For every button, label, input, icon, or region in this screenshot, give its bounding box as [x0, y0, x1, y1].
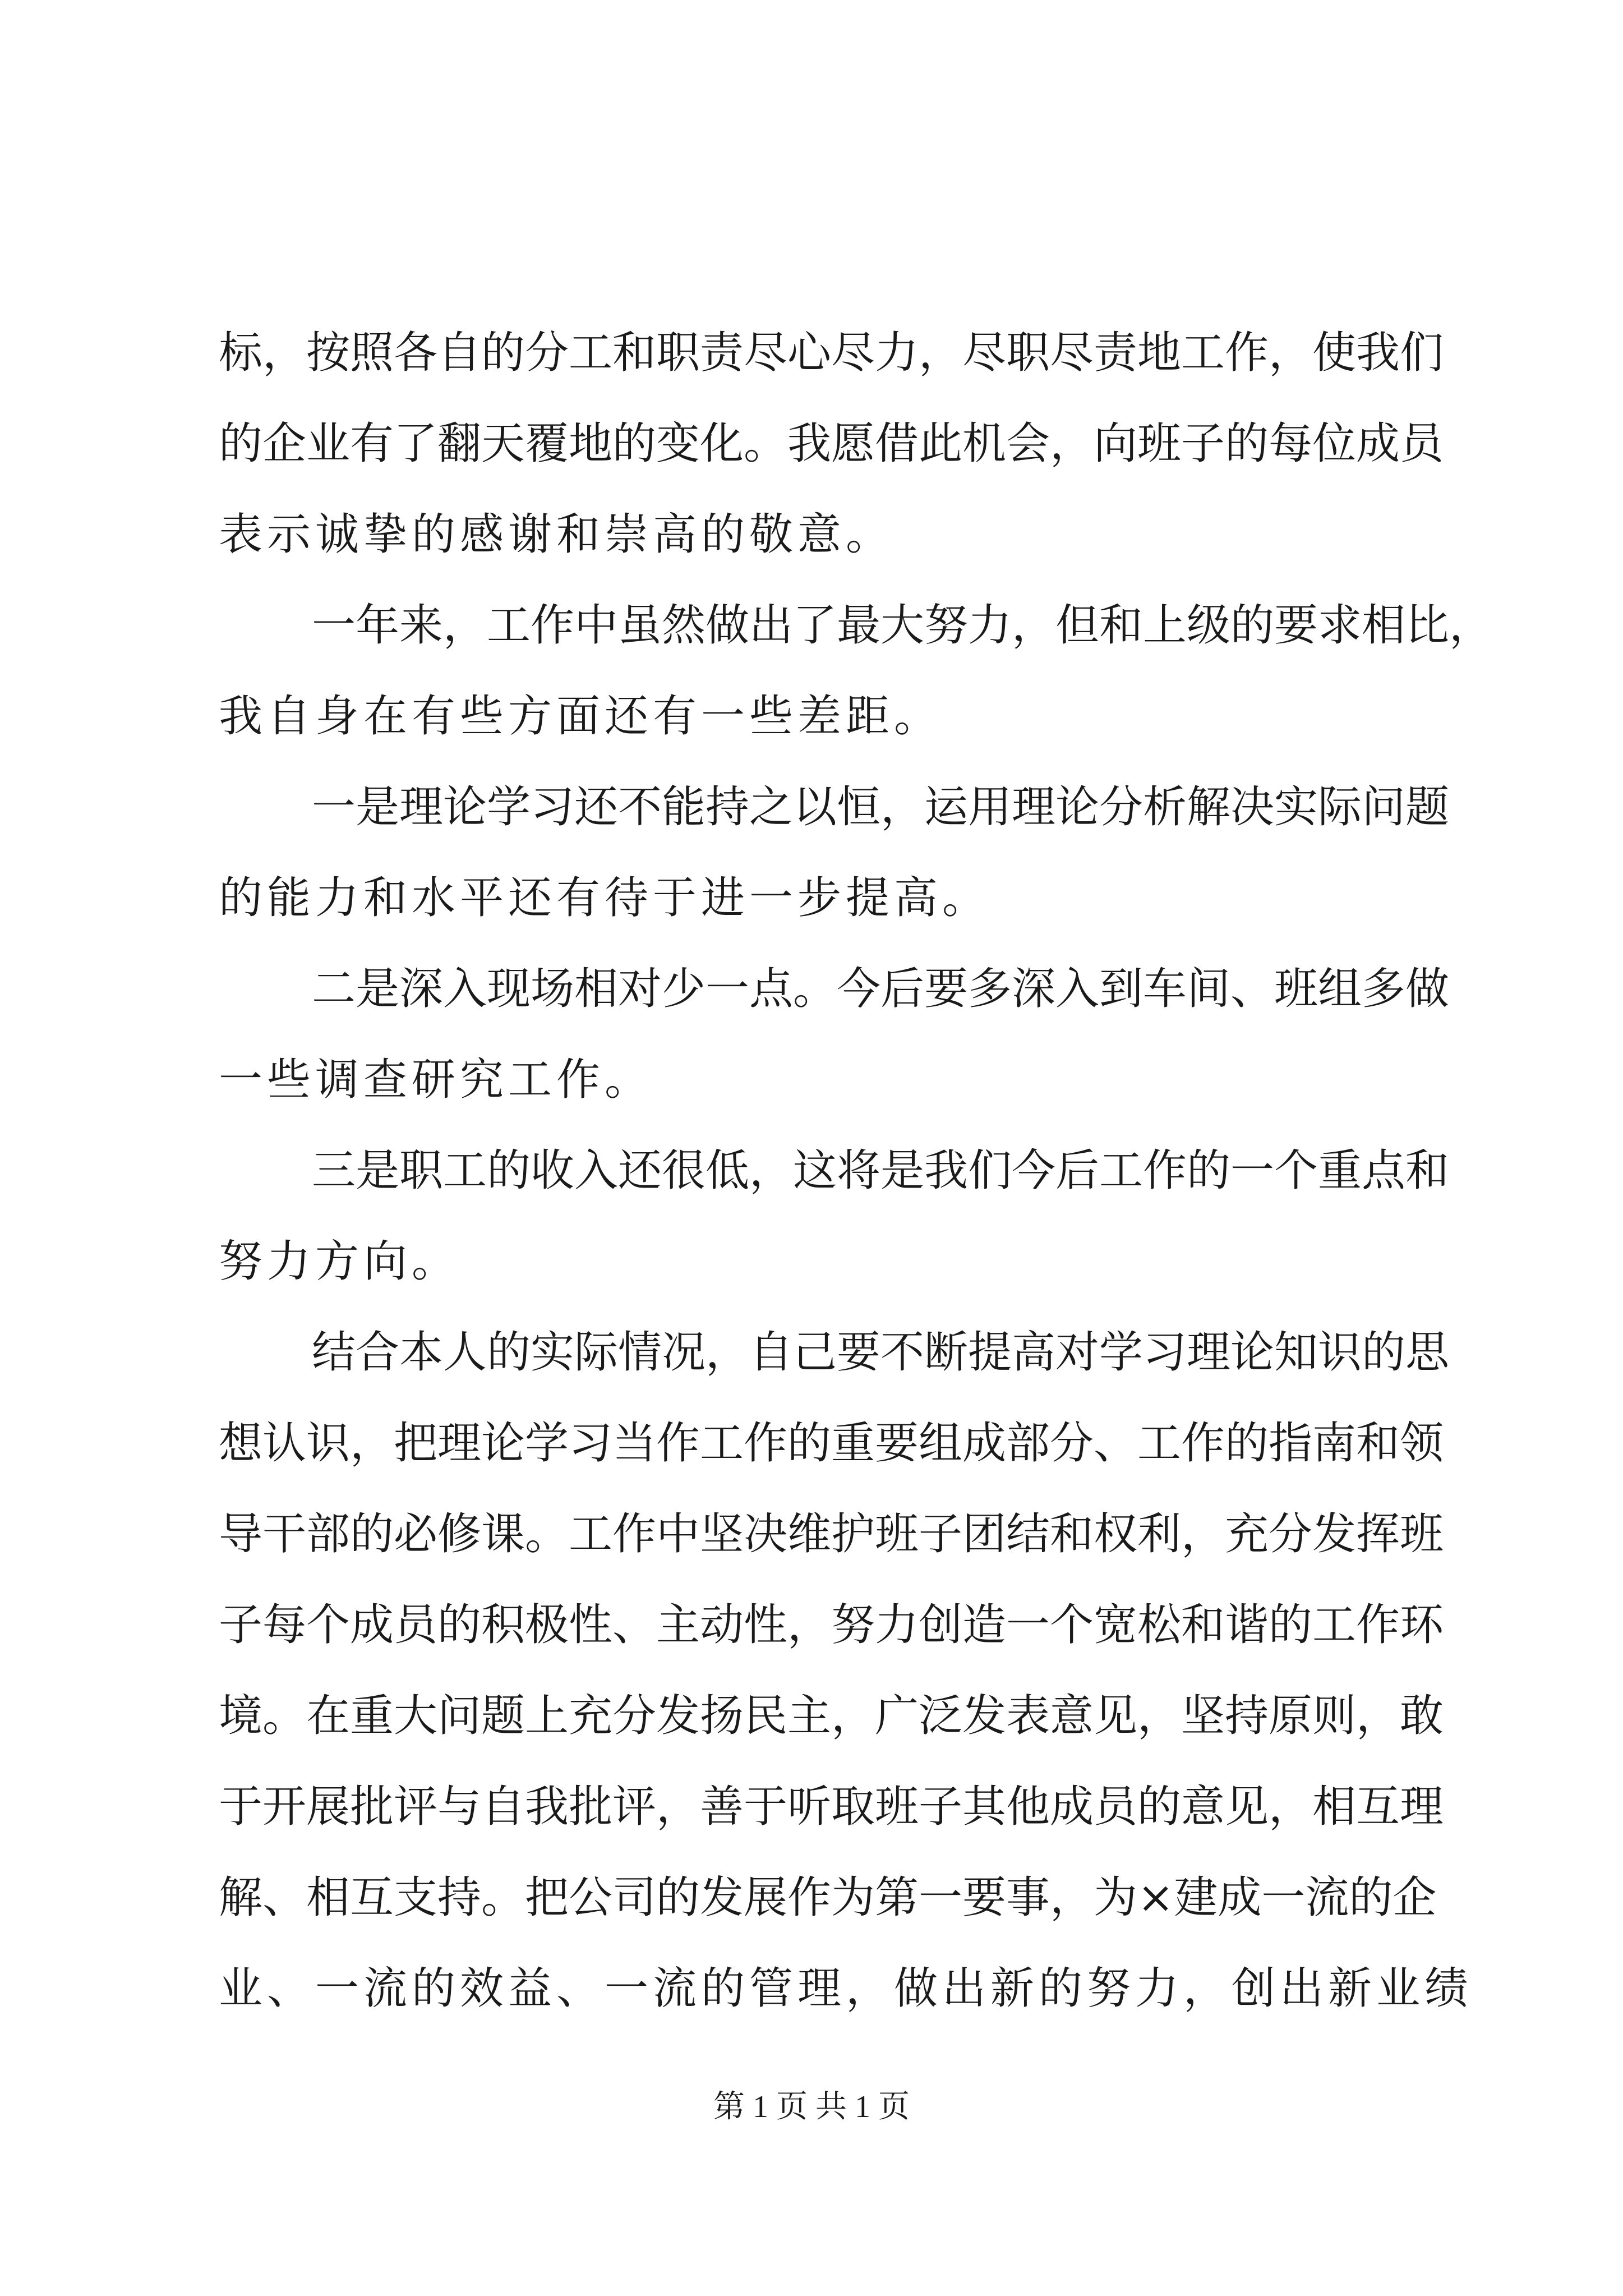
text-line: 一年来，工作中虽然做出了最大努力，但和上级的要求相比，	[312, 600, 1493, 651]
text-line: 我自身在有些方面还有一些差距。	[219, 691, 943, 742]
text-line: 一是理论学习还不能持之以恒，运用理论分析解决实际问题	[312, 782, 1450, 832]
text-line: 导干部的必修课。工作中坚决维护班子团结和权利，充分发挥班	[219, 1509, 1444, 1559]
text-line: 二是深入现场相对少一点。今后要多深入到车间、班组多做	[312, 964, 1450, 1014]
text-line: 表示诚挚的感谢和崇高的敬意。	[219, 509, 895, 560]
text-line: 于开展批评与自我批评，善于听取班子其他成员的意见，相互理	[219, 1782, 1444, 1832]
text-line: 标，按照各自的分工和职责尽心尽力，尽职尽责地工作，使我们	[219, 328, 1444, 378]
text-line: 一些调查研究工作。	[219, 1055, 653, 1105]
text-line: 境。在重大问题上充分发扬民主，广泛发表意见，坚持原则，敢	[219, 1691, 1444, 1741]
text-line: 的企业有了翻天覆地的变化。我愿借此机会，向班子的每位成员	[219, 418, 1444, 469]
text-line: 努力方向。	[219, 1236, 460, 1287]
text-line: 三是职工的收入还很低，这将是我们今后工作的一个重点和	[312, 1145, 1450, 1196]
text-line: 业、一流的效益、一流的管理，做出新的努力，创出新业绩	[219, 1963, 1473, 2014]
text-line: 子每个成员的积极性、主动性，努力创造一个宽松和谐的工作环	[219, 1600, 1444, 1650]
text-line: 解、相互支持。把公司的发展作为第一要事，为×建成一流的企	[219, 1872, 1437, 1923]
document-body	[219, 307, 1493, 2034]
text-line: 结合本人的实际情况，自己要不断提高对学习理论知识的思	[312, 1327, 1450, 1378]
text-line: 的能力和水平还有待于进一步提高。	[219, 873, 991, 923]
text-line: 想认识，把理论学习当作工作的重要组成部分、工作的指南和领	[219, 1418, 1444, 1469]
page-footer: 第 1 页 共 1 页	[713, 2090, 910, 2124]
